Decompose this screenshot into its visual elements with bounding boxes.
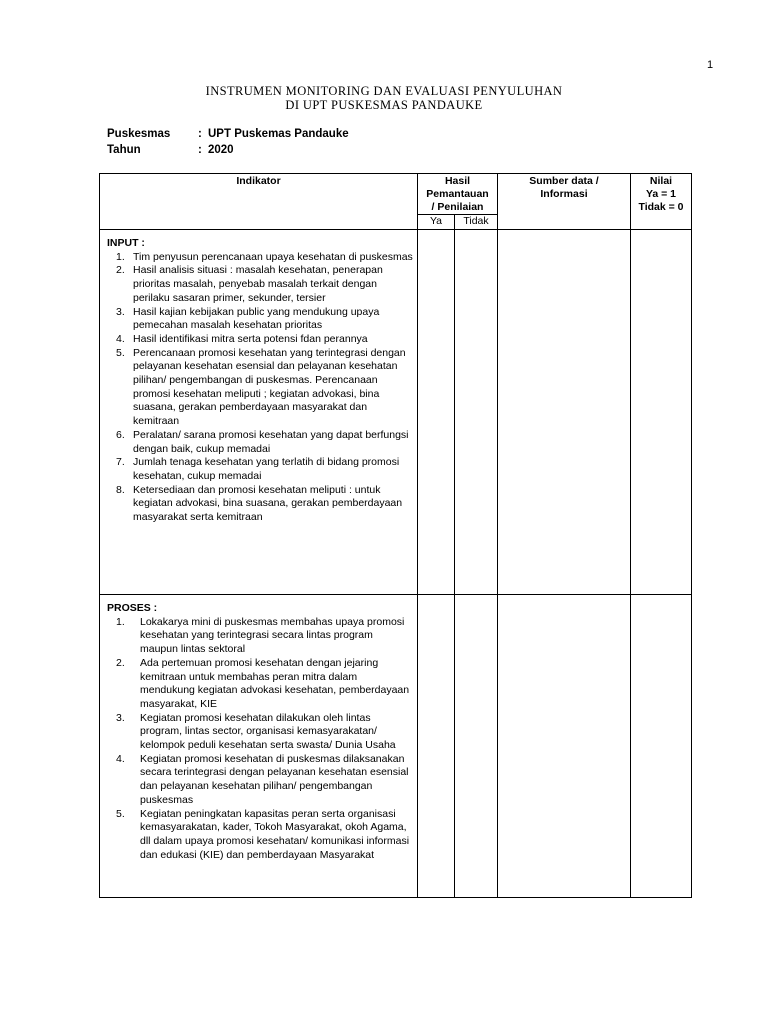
input-section [100, 230, 418, 595]
list-item [107, 333, 413, 347]
item-text: Tim penyusun perencanaan upaya kesehatan di puskesmas [133, 250, 413, 263]
item-text: Kegiatan promosi kesehatan dilakukan oleh lintas program, lintas sector, organisasi kemasyarakatan/ kelompok peduli kesehatan serta swasta/ Dunia Usaha [140, 711, 396, 752]
item-number: 8. [116, 483, 125, 496]
meta-puskesmas [107, 128, 349, 140]
list-item [107, 251, 413, 265]
proses-nilai-cell[interactable] [631, 595, 692, 898]
item-number: 7. [116, 456, 125, 469]
tahun-value: 2020 [208, 144, 234, 156]
item-text: Kegiatan peningkatan kapasitas peran serta organisasi kemasyarakatan, kader, Tokoh Masyarakat, okoh Agama, dll dalam upaya promosi kesehatan/ komunikasi informasi dan edukasi (KIE) dan pemberdayaan Masyarakat [140, 807, 410, 861]
colon: : [198, 144, 202, 156]
item-text: Hasil kajian kebijakan public yang mendukung upaya pemecahan masalah kesehatan prioritas [133, 305, 380, 332]
header-ya: Ya [418, 215, 455, 230]
item-text: Perencanaan promosi kesehatan yang terintegrasi dengan pelayanan kesehatan esensial dan pelayanan kesehatan pilihan/ pengembangan di puskesmas. Perencanaan promosi kesehatan meliputi ; kegiatan advokasi, bina suasana, gerakan pemberdayaan masyarakat dan kemitraan [133, 346, 406, 428]
monitoring-table [99, 173, 692, 898]
item-number: 4. [116, 752, 125, 765]
item-text: Hasil identifikasi mitra serta potensi fdan perannya [133, 332, 368, 345]
list-item [107, 753, 413, 808]
nilai-line-2: Ya = 1 [645, 188, 677, 200]
list-item [107, 306, 413, 333]
input-list [107, 251, 413, 525]
item-text: Lokakarya mini di puskesmas membahas upaya promosi kesehatan yang terintegrasi secara lintas program maupun lintas sektoral [140, 615, 405, 656]
item-number: 2. [116, 264, 125, 277]
input-nilai-cell[interactable] [631, 230, 692, 595]
proses-list [107, 616, 413, 863]
document-title-line-1: INSTRUMEN MONITORING DAN EVALUASI PENYULUHAN [205, 84, 563, 98]
list-item [107, 456, 413, 483]
list-item [107, 429, 413, 456]
item-number: 5. [116, 346, 125, 359]
header-hasil: Hasil Pemantauan / Penilaian [418, 174, 498, 215]
input-ya-cell[interactable] [418, 230, 455, 595]
item-number: 6. [116, 428, 125, 441]
item-number: 3. [116, 305, 125, 318]
nilai-line-1: Nilai [649, 175, 673, 187]
input-heading: INPUT : [107, 237, 145, 249]
proses-heading: PROSES : [107, 602, 158, 614]
item-text: Jumlah tenaga kesehatan yang terlatih di bidang promosi kesehatan, cukup memadai [133, 456, 400, 482]
page-number: 1 [707, 59, 714, 71]
item-number: 3. [116, 711, 125, 724]
input-sumber-cell[interactable] [498, 230, 631, 595]
puskesmas-label: Puskesmas [107, 128, 171, 140]
colon: : [198, 128, 202, 140]
item-number: 1. [116, 615, 125, 628]
item-number: 2. [116, 656, 125, 669]
item-text: Peralatan/ sarana promosi kesehatan yang dapat berfungsi dengan baik, cukup memadai [133, 428, 409, 455]
document-title-line-2: DI UPT PUSKESMAS PANDAUKE [285, 98, 483, 112]
proses-tidak-cell[interactable] [455, 595, 498, 898]
tahun-label: Tahun [107, 144, 141, 156]
meta-tahun [107, 144, 234, 156]
nilai-line-3: Tidak = 0 [638, 201, 684, 213]
item-text: Ada pertemuan promosi kesehatan dengan jejaring kemitraan untuk membahas peran mitra dalam mendukung kegiatan advokasi kesehatan, pemberdayaan masyarakat, KIE [140, 656, 410, 710]
proses-sumber-cell[interactable] [498, 595, 631, 898]
proses-ya-cell[interactable] [418, 595, 455, 898]
item-text: Ketersediaan dan promosi kesehatan meliputi : untuk kegiatan advokasi, bina suasana, gerakan pemberdayaan masyarakat serta kemitraan [133, 483, 403, 524]
proses-section [100, 595, 418, 898]
header-sumber: Sumber data / Informasi [498, 174, 631, 230]
list-item [107, 264, 413, 305]
item-number: 4. [116, 332, 125, 345]
header-tidak: Tidak [455, 215, 498, 230]
list-item [107, 347, 413, 429]
list-item [107, 657, 413, 712]
list-item [107, 484, 413, 525]
list-item [107, 616, 413, 657]
item-text: Hasil analisis situasi : masalah kesehatan, penerapan prioritas masalah, penyebab masalah terkait dengan perilaku sasaran primer, sekunder, tersier [133, 264, 383, 304]
item-number: 5. [116, 807, 125, 820]
header-nilai [631, 174, 692, 230]
item-text: Kegiatan promosi kesehatan di puskesmas dilaksanakan secara terintegrasi dengan pelayanan kesehatan esensial dan pelayanan kesehatan pilihan/ pengembangan puskesmas [140, 752, 409, 806]
input-tidak-cell[interactable] [455, 230, 498, 595]
list-item [107, 712, 413, 753]
item-number: 1. [116, 250, 125, 263]
header-indikator: Indikator [100, 174, 418, 230]
puskesmas-value: UPT Puskemas Pandauke [208, 128, 349, 140]
list-item [107, 808, 413, 863]
